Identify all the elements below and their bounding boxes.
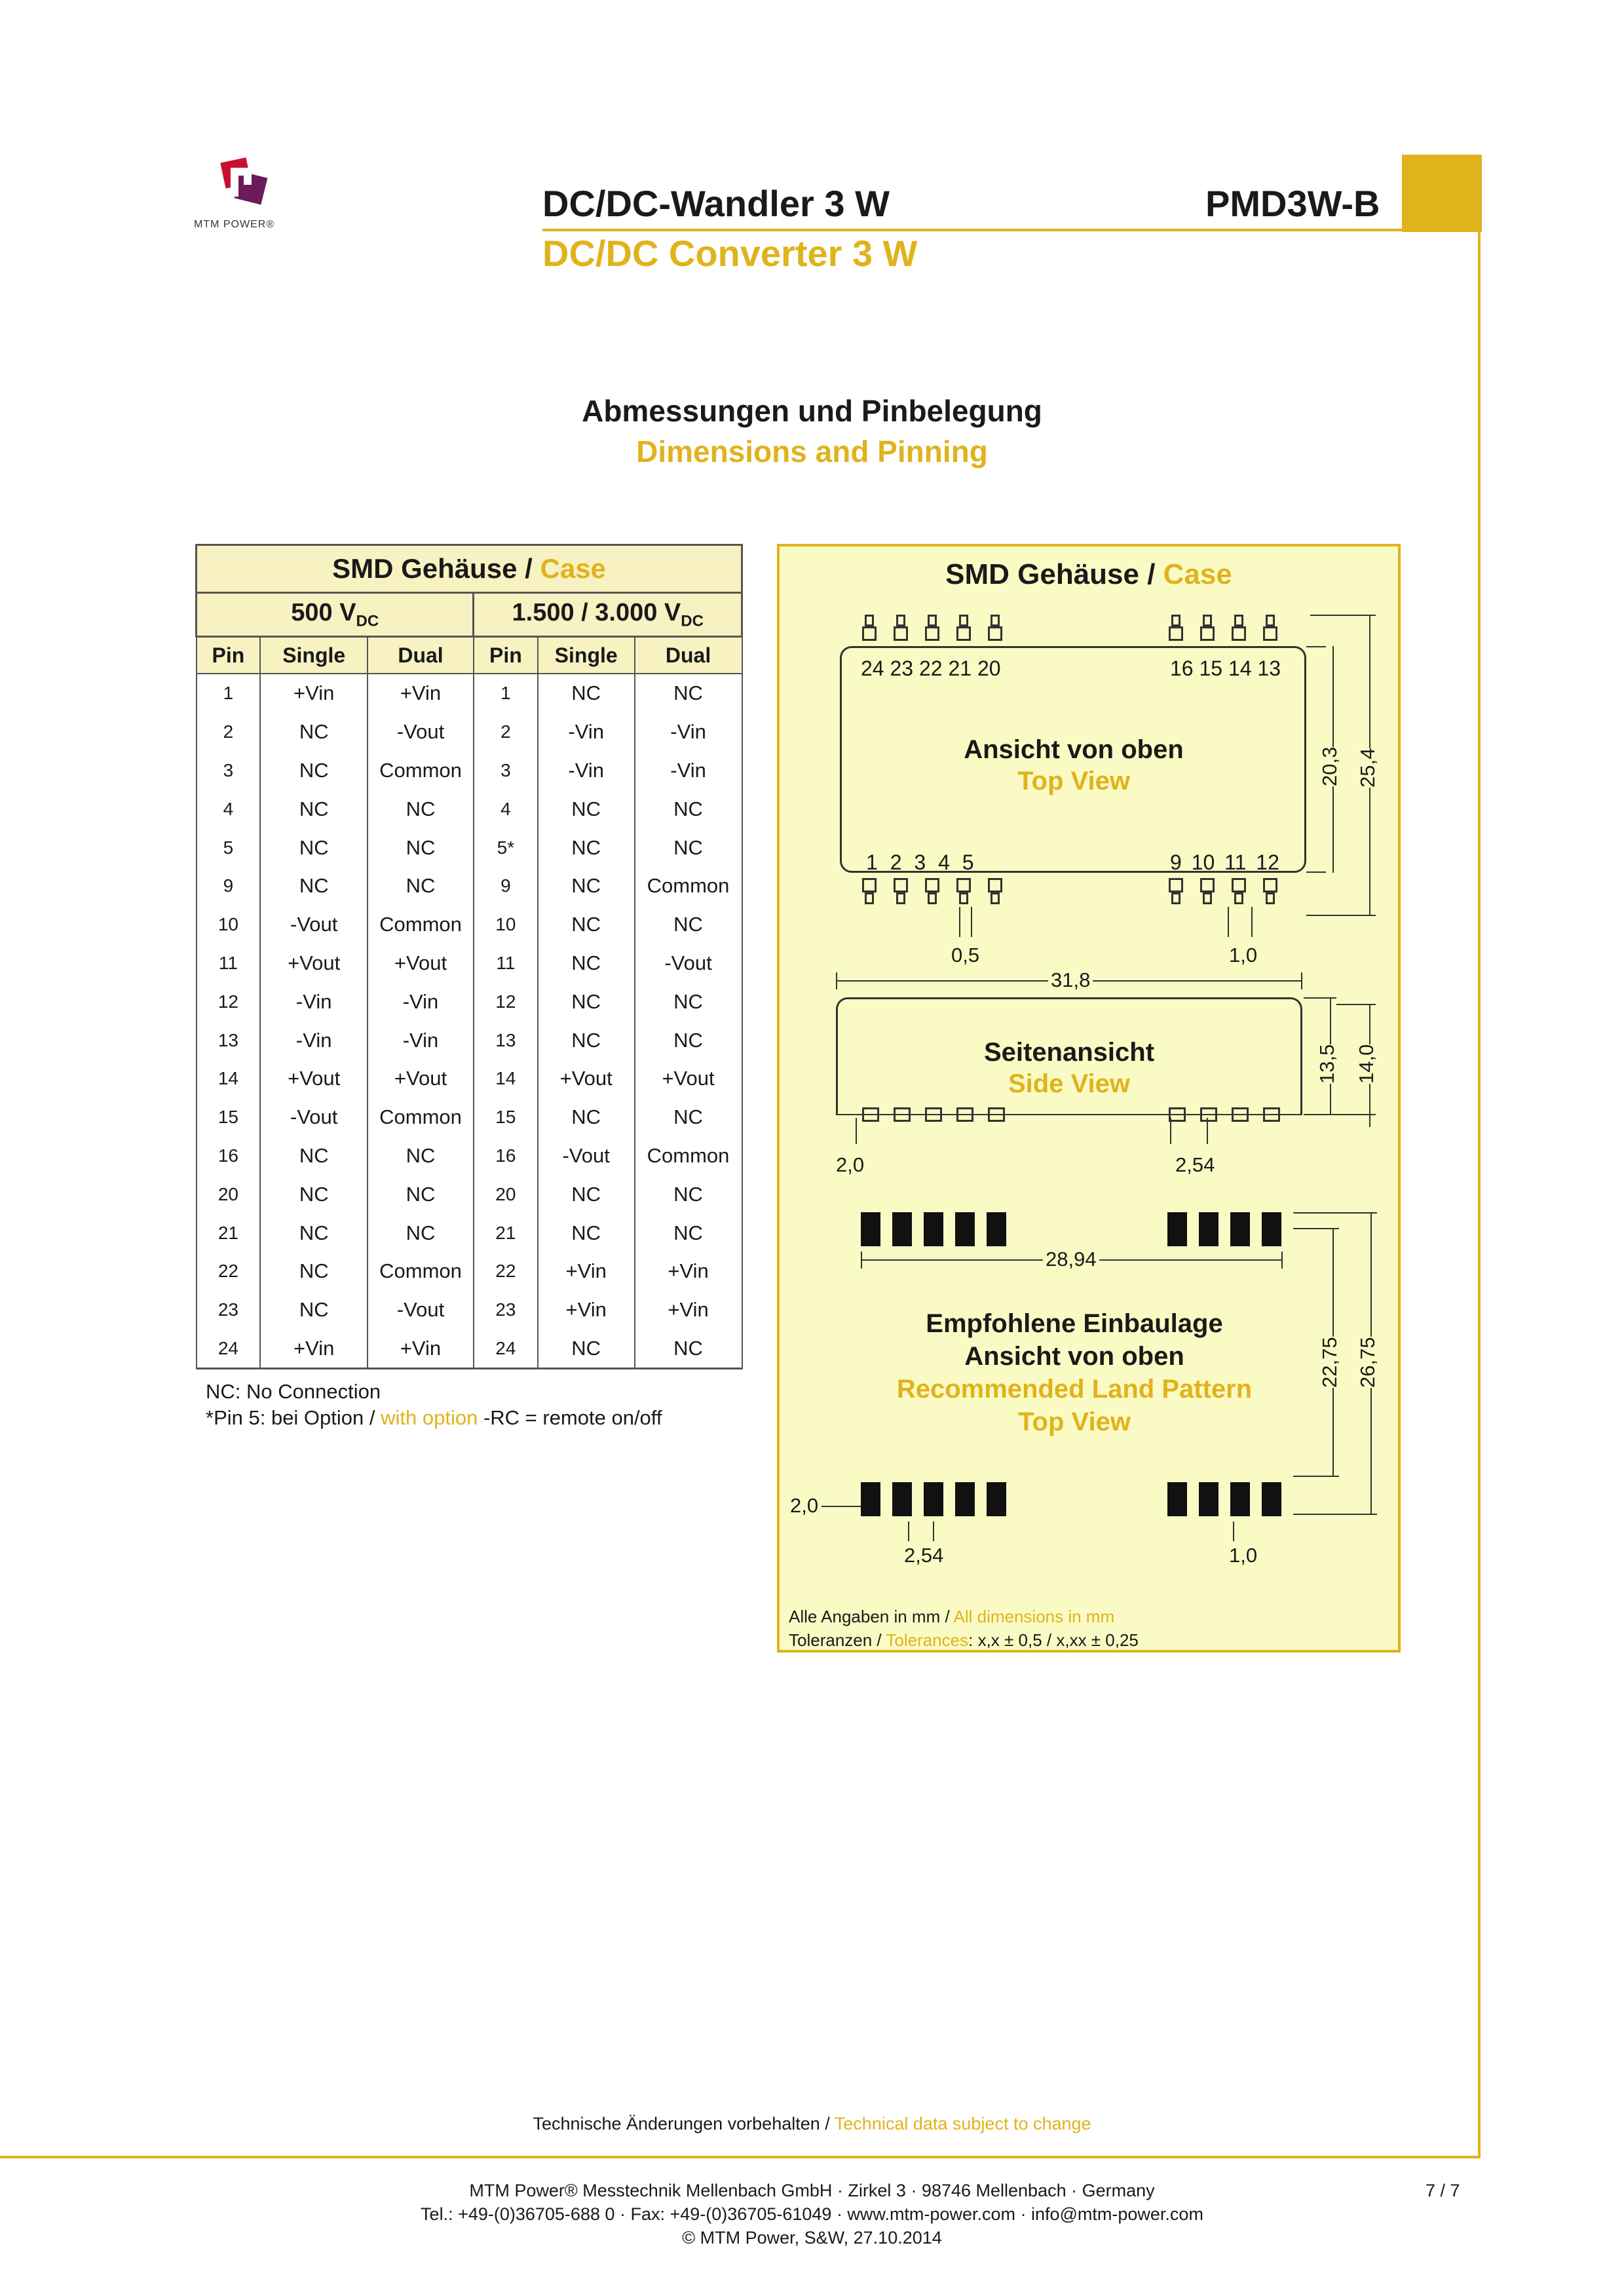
bottom-pin-labels-left: 1 2 3 4 5: [866, 851, 974, 874]
bottom-pin-pad: [865, 892, 874, 904]
table-cell: 12: [474, 982, 538, 1021]
table-cell: 21: [197, 1214, 261, 1252]
table-cell: NC: [635, 1330, 742, 1369]
land-pad: [892, 1212, 912, 1246]
section-title-german: Abmessungen und Pinbelegung: [582, 394, 1042, 428]
table-cell: Common: [368, 906, 474, 944]
dim-extension-line: [1233, 1521, 1234, 1541]
table-cell: Common: [368, 1098, 474, 1137]
land-label-german-2: Ansicht von oben: [964, 1342, 1184, 1371]
dim-extension-line: [1293, 1514, 1377, 1515]
dim-pin-length: 1,0: [1229, 944, 1258, 966]
top-pin-pad: [1234, 615, 1243, 626]
top-pin-labels-right: 16 15 14 13: [1170, 657, 1281, 680]
table-cell: NC: [538, 1214, 635, 1252]
table-cell: 23: [474, 1291, 538, 1330]
table-cell: 22: [197, 1252, 261, 1291]
column-header: Single: [538, 637, 635, 674]
table-cell: +Vout: [368, 1060, 474, 1098]
table-row: [197, 752, 742, 790]
bottom-pin-pad: [1171, 892, 1180, 904]
drawing-note-units: Alle Angaben in mm / All dimensions in mm: [789, 1607, 1115, 1626]
dim-extension-line: [1170, 1118, 1171, 1144]
table-cell: NC: [538, 674, 635, 713]
table-cell: -Vin: [260, 982, 368, 1021]
product-code: PMD3W-B: [1205, 183, 1380, 224]
dim-line: [821, 1506, 861, 1507]
table-cell: +Vout: [368, 944, 474, 983]
table-cell: NC: [260, 752, 368, 790]
land-pad: [861, 1212, 880, 1246]
top-pin-pad: [1203, 615, 1212, 626]
table-cell: -Vout: [260, 906, 368, 944]
table-row: [197, 1252, 742, 1291]
table-cell: NC: [260, 1175, 368, 1214]
table-row: [197, 1137, 742, 1176]
bottom-pin-pad: [1232, 878, 1246, 892]
title-english: DC/DC Converter 3 W: [542, 233, 918, 274]
table-cell: 16: [474, 1137, 538, 1176]
title-german: DC/DC-Wandler 3 W: [542, 183, 890, 224]
land-pad: [1199, 1212, 1218, 1246]
header-rule: [542, 229, 1481, 231]
table-cell: 13: [474, 1021, 538, 1060]
land-pad: [924, 1482, 943, 1516]
dim-land-pad: 1,0: [1229, 1544, 1258, 1567]
table-cell: 10: [474, 906, 538, 944]
top-pin-pad: [862, 626, 877, 641]
top-pin-pad: [894, 626, 908, 641]
table-row: [197, 1291, 742, 1330]
table-cell: -Vin: [635, 713, 742, 752]
table-cell: 1: [197, 674, 261, 713]
note-pin5: *Pin 5: bei Option / with option -RC = remote on/off: [206, 1406, 662, 1429]
table-row: [197, 906, 742, 944]
dim-side-pitch: 2,54: [1175, 1153, 1215, 1176]
table-cell: +Vin: [368, 674, 474, 713]
pin-table: [195, 544, 743, 1369]
bottom-pin-pad: [928, 892, 937, 904]
dim-extension-line: [1304, 997, 1336, 999]
bottom-pin-pad: [1234, 892, 1243, 904]
bottom-pin-pad: [1263, 878, 1277, 892]
dim-extension-line: [1207, 1118, 1208, 1144]
table-cell: 23: [197, 1291, 261, 1330]
top-pin-pad: [896, 615, 905, 626]
table-cell: -Vout: [260, 1098, 368, 1137]
table-cell: 9: [474, 867, 538, 906]
top-pin-pad: [959, 615, 968, 626]
table-cell: +Vout: [260, 944, 368, 983]
table-cell: +Vout: [260, 1060, 368, 1098]
land-label-german-1: Empfohlene Einbaulage: [926, 1309, 1223, 1338]
table-cell: NC: [538, 1330, 635, 1369]
change-note: Technische Änderungen vorbehalten / Technical data subject to change: [533, 2114, 1091, 2133]
dim-extension-line: [1306, 915, 1376, 916]
table-cell: NC: [260, 790, 368, 828]
table-cell: +Vin: [538, 1291, 635, 1330]
table-cell: NC: [260, 867, 368, 906]
table-row: [197, 982, 742, 1021]
land-pad: [1167, 1212, 1187, 1246]
table-cell: 22: [474, 1252, 538, 1291]
top-pin-pad: [1169, 626, 1183, 641]
table-cell: -Vin: [538, 752, 635, 790]
drawing-title: SMD Gehäuse / Case: [945, 558, 1232, 590]
side-view-label-german: Seitenansicht: [983, 1038, 1155, 1067]
top-view-label-german: Ansicht von oben: [964, 735, 1184, 764]
bottom-pin-pad: [988, 878, 1002, 892]
table-cell: 12: [197, 982, 261, 1021]
dim-extension-line: [1281, 1252, 1283, 1269]
table-cell: NC: [635, 674, 742, 713]
dim-height-25-4: 25,4: [1356, 748, 1379, 788]
table-row: [197, 1214, 742, 1252]
table-cell: NC: [368, 1137, 474, 1176]
table-cell: NC: [538, 1098, 635, 1137]
table-cell: NC: [538, 790, 635, 828]
table-row: [197, 1175, 742, 1214]
table-cell: -Vin: [635, 752, 742, 790]
dim-extension-line: [1306, 871, 1326, 873]
dim-extension-line: [908, 1521, 909, 1541]
dim-land-offset: 2,0: [790, 1494, 819, 1517]
table-cell: 15: [197, 1098, 261, 1137]
land-pad: [955, 1482, 975, 1516]
dim-extension-line: [1228, 907, 1229, 937]
logo-text: MTM POWER®: [194, 219, 275, 230]
table-cell: NC: [635, 1098, 742, 1137]
table-cell: -Vout: [635, 944, 742, 983]
header-accent-box: [1402, 155, 1482, 232]
table-cell: Common: [368, 1252, 474, 1291]
side-view-label-english: Side View: [1008, 1069, 1130, 1098]
table-cell: NC: [635, 1175, 742, 1214]
table-cell: Common: [635, 1137, 742, 1176]
table-row: [197, 713, 742, 752]
table-row: [197, 1021, 742, 1060]
table-row: [197, 944, 742, 983]
bottom-pin-pad: [1266, 892, 1275, 904]
table-cell: 4: [474, 790, 538, 828]
top-pin-pad: [1266, 615, 1275, 626]
table-cell: +Vin: [260, 674, 368, 713]
drawing-note-tolerances: Toleranzen / Tolerances: x,x ± 0,5 / x,xx ± 0,25: [789, 1630, 1139, 1650]
land-pad: [1230, 1212, 1250, 1246]
table-cell: NC: [260, 1137, 368, 1176]
dim-height-20-3: 20,3: [1318, 746, 1341, 786]
table-cell: 13: [197, 1021, 261, 1060]
table-cell: 15: [474, 1098, 538, 1137]
bottom-pin-labels-right: 9 10 11 12: [1170, 851, 1279, 874]
dim-extension-line: [933, 1521, 934, 1541]
dim-extension-line: [1304, 1114, 1376, 1115]
dim-extension-line: [856, 1118, 857, 1144]
table-cell: 10: [197, 906, 261, 944]
table-row: [197, 867, 742, 906]
land-label-english-2: Top View: [1018, 1407, 1131, 1436]
table-row: [197, 1330, 742, 1369]
table-cell: NC: [635, 828, 742, 867]
table-cell: NC: [635, 1021, 742, 1060]
table-cell: 14: [474, 1060, 538, 1098]
dim-land-22-75: 22,75: [1318, 1337, 1341, 1388]
table-cell: +Vin: [260, 1330, 368, 1369]
pin-table-title: SMD Gehäuse / Case: [197, 545, 742, 593]
bottom-pin-pad: [1200, 878, 1215, 892]
column-header: Dual: [368, 637, 474, 674]
bottom-pin-pad: [894, 878, 908, 892]
land-label-english-1: Recommended Land Pattern: [896, 1375, 1253, 1404]
top-pin-labels-left: 24 23 22 21 20: [861, 657, 1001, 680]
land-pad: [987, 1482, 1006, 1516]
group-500v: 500 $V_{DC}$: [197, 593, 474, 637]
table-row: [197, 1060, 742, 1098]
table-cell: NC: [538, 944, 635, 983]
dim-side-offset: 2,0: [836, 1153, 865, 1176]
top-pin-pad: [865, 615, 874, 626]
table-row: [197, 1098, 742, 1137]
bottom-pin-pad: [925, 878, 939, 892]
table-cell: -Vout: [538, 1137, 635, 1176]
table-cell: NC: [635, 1214, 742, 1252]
table-cell: 4: [197, 790, 261, 828]
note-no-connection: NC: No Connection: [206, 1380, 381, 1403]
table-cell: NC: [635, 906, 742, 944]
table-cell: 1: [474, 674, 538, 713]
table-cell: +Vin: [635, 1252, 742, 1291]
land-pad: [924, 1212, 943, 1246]
land-pad: [987, 1212, 1006, 1246]
table-cell: +Vin: [538, 1252, 635, 1291]
table-cell: NC: [368, 1175, 474, 1214]
table-cell: 24: [197, 1330, 261, 1369]
dim-extension-line: [1293, 1212, 1377, 1214]
table-cell: NC: [538, 1021, 635, 1060]
table-cell: NC: [368, 790, 474, 828]
table-cell: -Vout: [368, 713, 474, 752]
side-baseline: [836, 1114, 1302, 1115]
table-cell: NC: [260, 1214, 368, 1252]
dim-land-pitch: 2,54: [904, 1544, 944, 1567]
land-pad: [1199, 1482, 1218, 1516]
dim-extension-line: [959, 907, 960, 937]
table-row: [197, 790, 742, 828]
table-cell: -Vin: [368, 982, 474, 1021]
table-row: [197, 674, 742, 713]
company-logo: [220, 155, 270, 207]
table-cell: 3: [197, 752, 261, 790]
table-cell: NC: [260, 1291, 368, 1330]
table-cell: NC: [538, 982, 635, 1021]
top-pin-pad: [925, 626, 939, 641]
table-cell: 16: [197, 1137, 261, 1176]
table-cell: 9: [197, 867, 261, 906]
table-cell: -Vin: [368, 1021, 474, 1060]
table-cell: +Vin: [635, 1291, 742, 1330]
dim-extension-line: [971, 907, 972, 937]
table-row: [197, 828, 742, 867]
bottom-pin-pad: [862, 878, 877, 892]
table-cell: NC: [260, 713, 368, 752]
table-cell: 11: [474, 944, 538, 983]
table-cell: 5*: [474, 828, 538, 867]
footer-contact: Tel.: +49-(0)36705-688 0 · Fax: +49-(0)36705-61049 · www.mtm-power.com · info@mtm-power.com: [421, 2204, 1203, 2224]
table-cell: +Vout: [635, 1060, 742, 1098]
table-cell: NC: [538, 828, 635, 867]
table-cell: 20: [474, 1175, 538, 1214]
column-header: Single: [260, 637, 368, 674]
dim-land-28-94: 28,94: [1043, 1248, 1099, 1271]
land-pad: [1230, 1482, 1250, 1516]
table-cell: NC: [260, 828, 368, 867]
bottom-pin-pad: [959, 892, 968, 904]
table-cell: NC: [538, 1175, 635, 1214]
dim-land-26-75: 26,75: [1356, 1337, 1379, 1388]
dim-pin-width: 0,5: [951, 944, 980, 966]
top-pin-pad: [1232, 626, 1246, 641]
table-cell: -Vin: [538, 713, 635, 752]
footer-address: MTM Power® Messtechnik Mellenbach GmbH · Zirkel 3 · 98746 Mellenbach · Germany: [469, 2181, 1155, 2200]
bottom-pin-pad: [1169, 878, 1183, 892]
table-cell: 11: [197, 944, 261, 983]
column-header: Dual: [635, 637, 742, 674]
page-number: 7 / 7: [1426, 2181, 1460, 2200]
table-cell: -Vout: [368, 1291, 474, 1330]
column-header: Pin: [197, 637, 261, 674]
table-cell: -Vin: [260, 1021, 368, 1060]
land-pad: [1167, 1482, 1187, 1516]
frame-right-rule: [1478, 231, 1481, 2156]
land-pad: [1262, 1212, 1281, 1246]
table-cell: NC: [538, 867, 635, 906]
dim-side-14-0: 14,0: [1355, 1044, 1378, 1084]
top-view-label-english: Top View: [1017, 767, 1130, 795]
table-cell: 21: [474, 1214, 538, 1252]
table-cell: +Vin: [368, 1330, 474, 1369]
table-cell: NC: [260, 1252, 368, 1291]
bottom-pin-pad: [991, 892, 1000, 904]
table-cell: 24: [474, 1330, 538, 1369]
top-pin-pad: [1200, 626, 1215, 641]
bottom-pin-pad: [896, 892, 905, 904]
table-cell: 2: [474, 713, 538, 752]
table-cell: +Vout: [538, 1060, 635, 1098]
top-pin-pad: [956, 626, 971, 641]
table-cell: Common: [635, 867, 742, 906]
table-cell: NC: [538, 906, 635, 944]
section-title-english: Dimensions and Pinning: [636, 434, 988, 469]
table-cell: NC: [635, 790, 742, 828]
table-cell: 20: [197, 1175, 261, 1214]
land-pad: [1262, 1482, 1281, 1516]
dim-extension-line: [1306, 646, 1326, 647]
land-pad: [955, 1212, 975, 1246]
frame-bottom-rule: [0, 2156, 1481, 2158]
dim-extension-line: [1310, 615, 1376, 616]
table-cell: 5: [197, 828, 261, 867]
bottom-pin-pad: [1203, 892, 1212, 904]
land-pad: [861, 1482, 880, 1516]
group-1500v: 1.500 / 3.000 $V_{DC}$: [474, 593, 742, 637]
land-pad: [892, 1482, 912, 1516]
column-header: Pin: [474, 637, 538, 674]
bottom-pin-pad: [956, 878, 971, 892]
top-pin-pad: [1263, 626, 1277, 641]
top-pin-pad: [928, 615, 937, 626]
dim-extension-line: [1251, 907, 1253, 937]
top-pin-pad: [988, 626, 1002, 641]
footer-copyright: © MTM Power, S&W, 27.10.2014: [682, 2228, 942, 2248]
top-pin-pad: [991, 615, 1000, 626]
table-cell: Common: [368, 752, 474, 790]
dim-side-13-5: 13,5: [1315, 1044, 1338, 1084]
dim-length-31-8: 31,8: [1048, 968, 1093, 992]
table-cell: NC: [635, 982, 742, 1021]
table-cell: NC: [368, 828, 474, 867]
top-pin-pad: [1171, 615, 1180, 626]
table-cell: 3: [474, 752, 538, 790]
table-cell: NC: [368, 1214, 474, 1252]
table-cell: NC: [368, 867, 474, 906]
table-cell: 2: [197, 713, 261, 752]
table-cell: 14: [197, 1060, 261, 1098]
